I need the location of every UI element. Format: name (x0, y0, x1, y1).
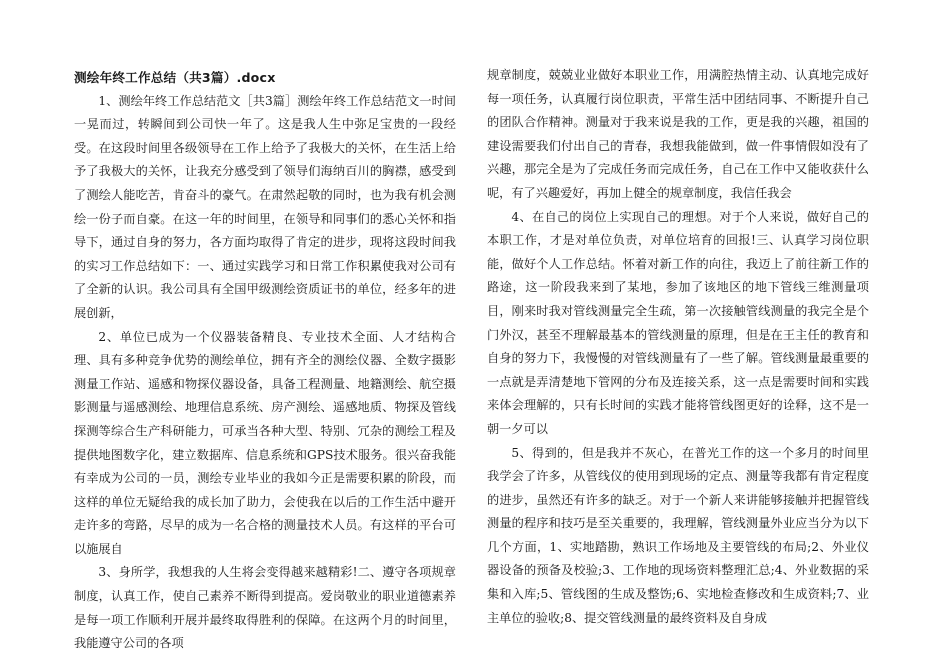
paragraph-1: 1、测绘年终工作总结范文［共3篇］测绘年终工作总结范文一时间一晃而过，转瞬间到公司快一年了。这是我人生中弥足宝贵的一段经受。在这段时间里各级领导在工作上给予了我极大的关怀，在生活上给予了我极大的关怀，让我充分感受到了领导们海纳百川的胸襟，感受到了测绘人能吃苦，肯奋斗的豪气。在肃然起敬的同时，也为我有机会测绘一份子而自豪。在这一年的时间里，在领导和同事们的悉心关怀和指导下，通过自身的努力，各方面均取得了肯定的进步，现将这段时间我的实习工作总结如下：一、通过实践学习和日常工作积累使我对公司有了全新的认识。我公司具有全国甲级测绘资质证书的单位，经多年的进展创新， (74, 93, 456, 320)
paragraph-3-continued: 规章制度，兢兢业业做好本职业工作，用满腔热情主动、认真地完成好每一项任务，认真履行岗位职责，平常生活中团结同事、不断提升自己的团队合作精神。测量对于我来说是我的工作，更是我的兴趣，祖国的建设需要我们付出自己的青春，我想我能做到，做一件事情假如没有了兴趣，那完全是为了完成任务而完成任务，自己在工作中又能收获什么呢，有了兴趣爱好，再加上健全的规章制度，我信任我会 (487, 68, 869, 200)
paragraph-3: 3、身所学，我想我的人生将会变得越来越精彩!二、遵守各项规章制度，认真工作，使自己素养不断得到提高。爱岗敬业的职业道德素养是每一项工作顺利开展并最终取得胜利的保障。在这两个月的时间里，我能遵守公司的各项 (74, 565, 456, 651)
left-column (74, 66, 456, 656)
document-title: 测绘年终工作总结（共3篇）.docx (74, 70, 276, 85)
paragraph-2: 2、单位已成为一个仪器装备精良、专业技术全面、人才结构合理、具有多种竞争优势的测绘单位，拥有齐全的测绘仪器、全数字摄影测量工作站、遥感和物探仪器设备，具备工程测量、地籍测绘、航空摄影测量与遥感测绘、地理信息系统、房产测绘、遥感地质、物探及管线探测等综合生产科研能力，可承当各种大型、特别、冗杂的测绘工程及提供地图数字化，建立数据库、信息系统和GPS技术服务。很兴奋我能有幸成为公司的一员，测绘专业毕业的我如今正是需要积累的阶段，而这样的单位无疑给我的成长加了助力，会使我在以后的工作生活中避开走许多的弯路，尽早的成为一名合格的测量技术人员。有这样的平台可以施展自 (74, 329, 456, 556)
paragraph-5: 5、得到的，但是我并不灰心，在普光工作的这一个多月的时间里我学会了许多，从管线仪的使用到现场的定点、测量等我都有肯定程度的进步，虽然还有许多的缺乏。对于一个新人来讲能够接触并把握管线测量的程序和技巧是至关重要的，我理解，管线测量外业应当分为以下几个方面，1、实地踏勘，熟识工作场地及主要管线的布局;2、外业仪器设备的预备及校验;3、工作地的现场资料整理汇总;4、外业数据的采集和入库;5、管线图的生成及整饬;6、实地检查修改和生成资料;7、业主单位的验收;8、提交管线测量的最终资料及自身成 (487, 445, 869, 625)
right-column (487, 64, 869, 630)
paragraph-4: 4、在自己的岗位上实现自己的理想。对于个人来说，做好自己的本职工作，才是对单位负责，对单位培育的回报!三、认真学习岗位职能，做好个人工作总结。怀着对新工作的向往，我迈上了前往新工作的路途，这一阶段我来到了某地，参加了该地区的地下管线三维测量项目，刚来时我对管线测量完全生疏，第一次接触管线测量的我完全是个门外汉，甚至不理解最基本的管线测量的原理，但是在王主任的教育和自身的努力下，我慢慢的对管线测量有了一些了解。管线测量最重要的一点就是弄清楚地下管网的分布及连接关系，这一点是需要时间和实践来体会理解的，只有长时间的实践才能将管线图更好的诠释，这不是一朝一夕可以 (487, 209, 869, 436)
